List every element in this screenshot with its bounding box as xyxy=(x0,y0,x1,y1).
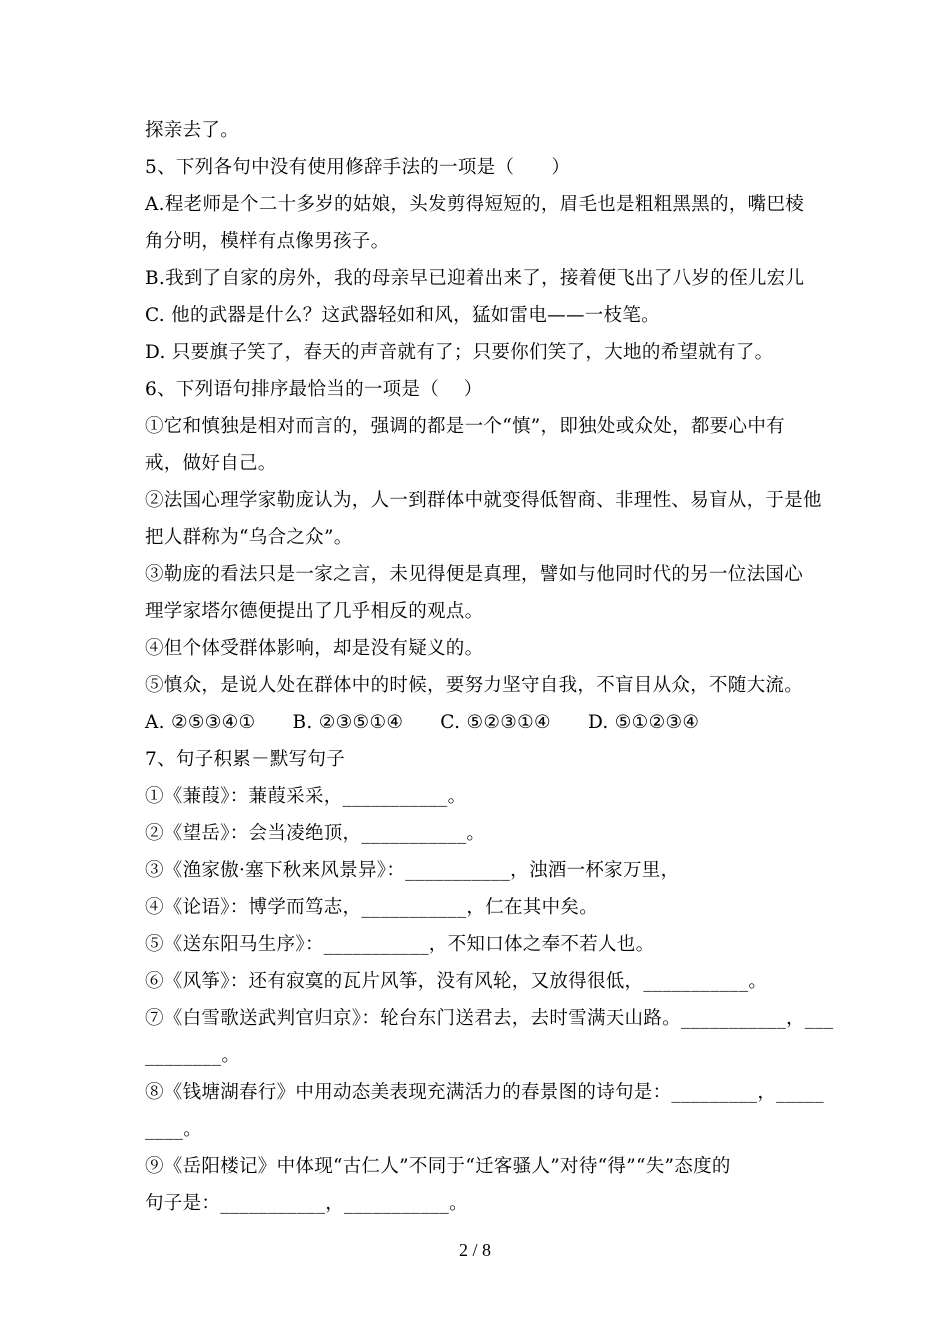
sentence-2: ②法国心理学家勒庞认为，人一到群体中就变得低智商、非理性、易盲从，于是他 xyxy=(145,490,822,511)
text-line: ________。 xyxy=(145,1045,241,1066)
fill-item-9: ⑨《岳阳楼记》中体现“古仁人”不同于“迁客骚人”对待“得”“失”态度的 xyxy=(145,1156,731,1177)
text-line: 探亲去了。 xyxy=(145,120,240,141)
fill-item-1: ①《蒹葭》：蒹葭采采，___________。 xyxy=(145,786,467,807)
text-line: 戒，做好自己。 xyxy=(145,453,277,474)
question-5: 5、下列各句中没有使用修辞手法的一项是（ ） xyxy=(145,157,571,178)
fill-item-5: ⑤《送东阳马生序》：___________，不知口体之奉不若人也。 xyxy=(145,934,655,955)
question-6: 6、下列语句排序最恰当的一项是（ ） xyxy=(145,379,483,400)
text-line: 把人群称为“乌合之众”。 xyxy=(145,527,353,548)
text-line: ____。 xyxy=(145,1119,203,1140)
option-d: D. 只要旗子笑了，春天的声音就有了；只要你们笑了，大地的希望就有了。 xyxy=(145,342,774,363)
sentence-5: ⑤慎众，是说人处在群体中的时候，要努力坚守自我，不盲目从众，不随大流。 xyxy=(145,675,804,696)
fill-item-7: ⑦《白雪歌送武判官归京》：轮台东门送君去，去时雪满天山路。___________，___ xyxy=(145,1008,834,1029)
text-line: 角分明，模样有点像男孩子。 xyxy=(145,231,390,252)
fill-item-4: ④《论语》：博学而笃志，___________，仁在其中矣。 xyxy=(145,897,599,918)
text-line: 句子是：___________，___________。 xyxy=(145,1193,468,1214)
answer-options: A. ②⑤③④① B. ②③⑤①④ C. ⑤②③①④ D. ⑤①②③④ xyxy=(145,712,700,733)
page-number: 2 / 8 xyxy=(458,1240,491,1260)
option-c: C. 他的武器是什么？这武器轻如和风，猛如雷电——一枝笔。 xyxy=(145,305,660,326)
fill-item-8: ⑧《钱塘湖春行》中用动态美表现充满活力的春景图的诗句是：_________，_____ xyxy=(145,1082,824,1103)
fill-item-3: ③《渔家傲·塞下秋来风景异》：___________，浊酒一杯家万里， xyxy=(145,860,680,881)
question-7: 7、句子积累－默写句子 xyxy=(145,749,346,770)
option-b: B.我到了自家的房外，我的母亲早已迎着出来了，接着便飞出了八岁的侄儿宏儿 xyxy=(145,268,805,289)
fill-item-2: ②《望岳》：会当凌绝顶，___________。 xyxy=(145,823,486,844)
text-line: 理学家塔尔德便提出了几乎相反的观点。 xyxy=(145,601,484,622)
document-body xyxy=(145,112,834,1222)
option-a: A.程老师是个二十多岁的姑娘，头发剪得短短的，眉毛也是粗粗黑黑的，嘴巴棱 xyxy=(145,194,805,215)
fill-item-6: ⑥《风筝》：还有寂寞的瓦片风筝，没有风轮，又放得很低，___________。 xyxy=(145,971,768,992)
sentence-4: ④但个体受群体影响，却是没有疑义的。 xyxy=(145,638,484,659)
sentence-1: ①它和慎独是相对而言的，强调的都是一个“慎”，即独处或众处，都要心中有 xyxy=(145,416,785,437)
sentence-3: ③勒庞的看法只是一家之言，未见得便是真理，譬如与他同时代的另一位法国心 xyxy=(145,564,804,585)
